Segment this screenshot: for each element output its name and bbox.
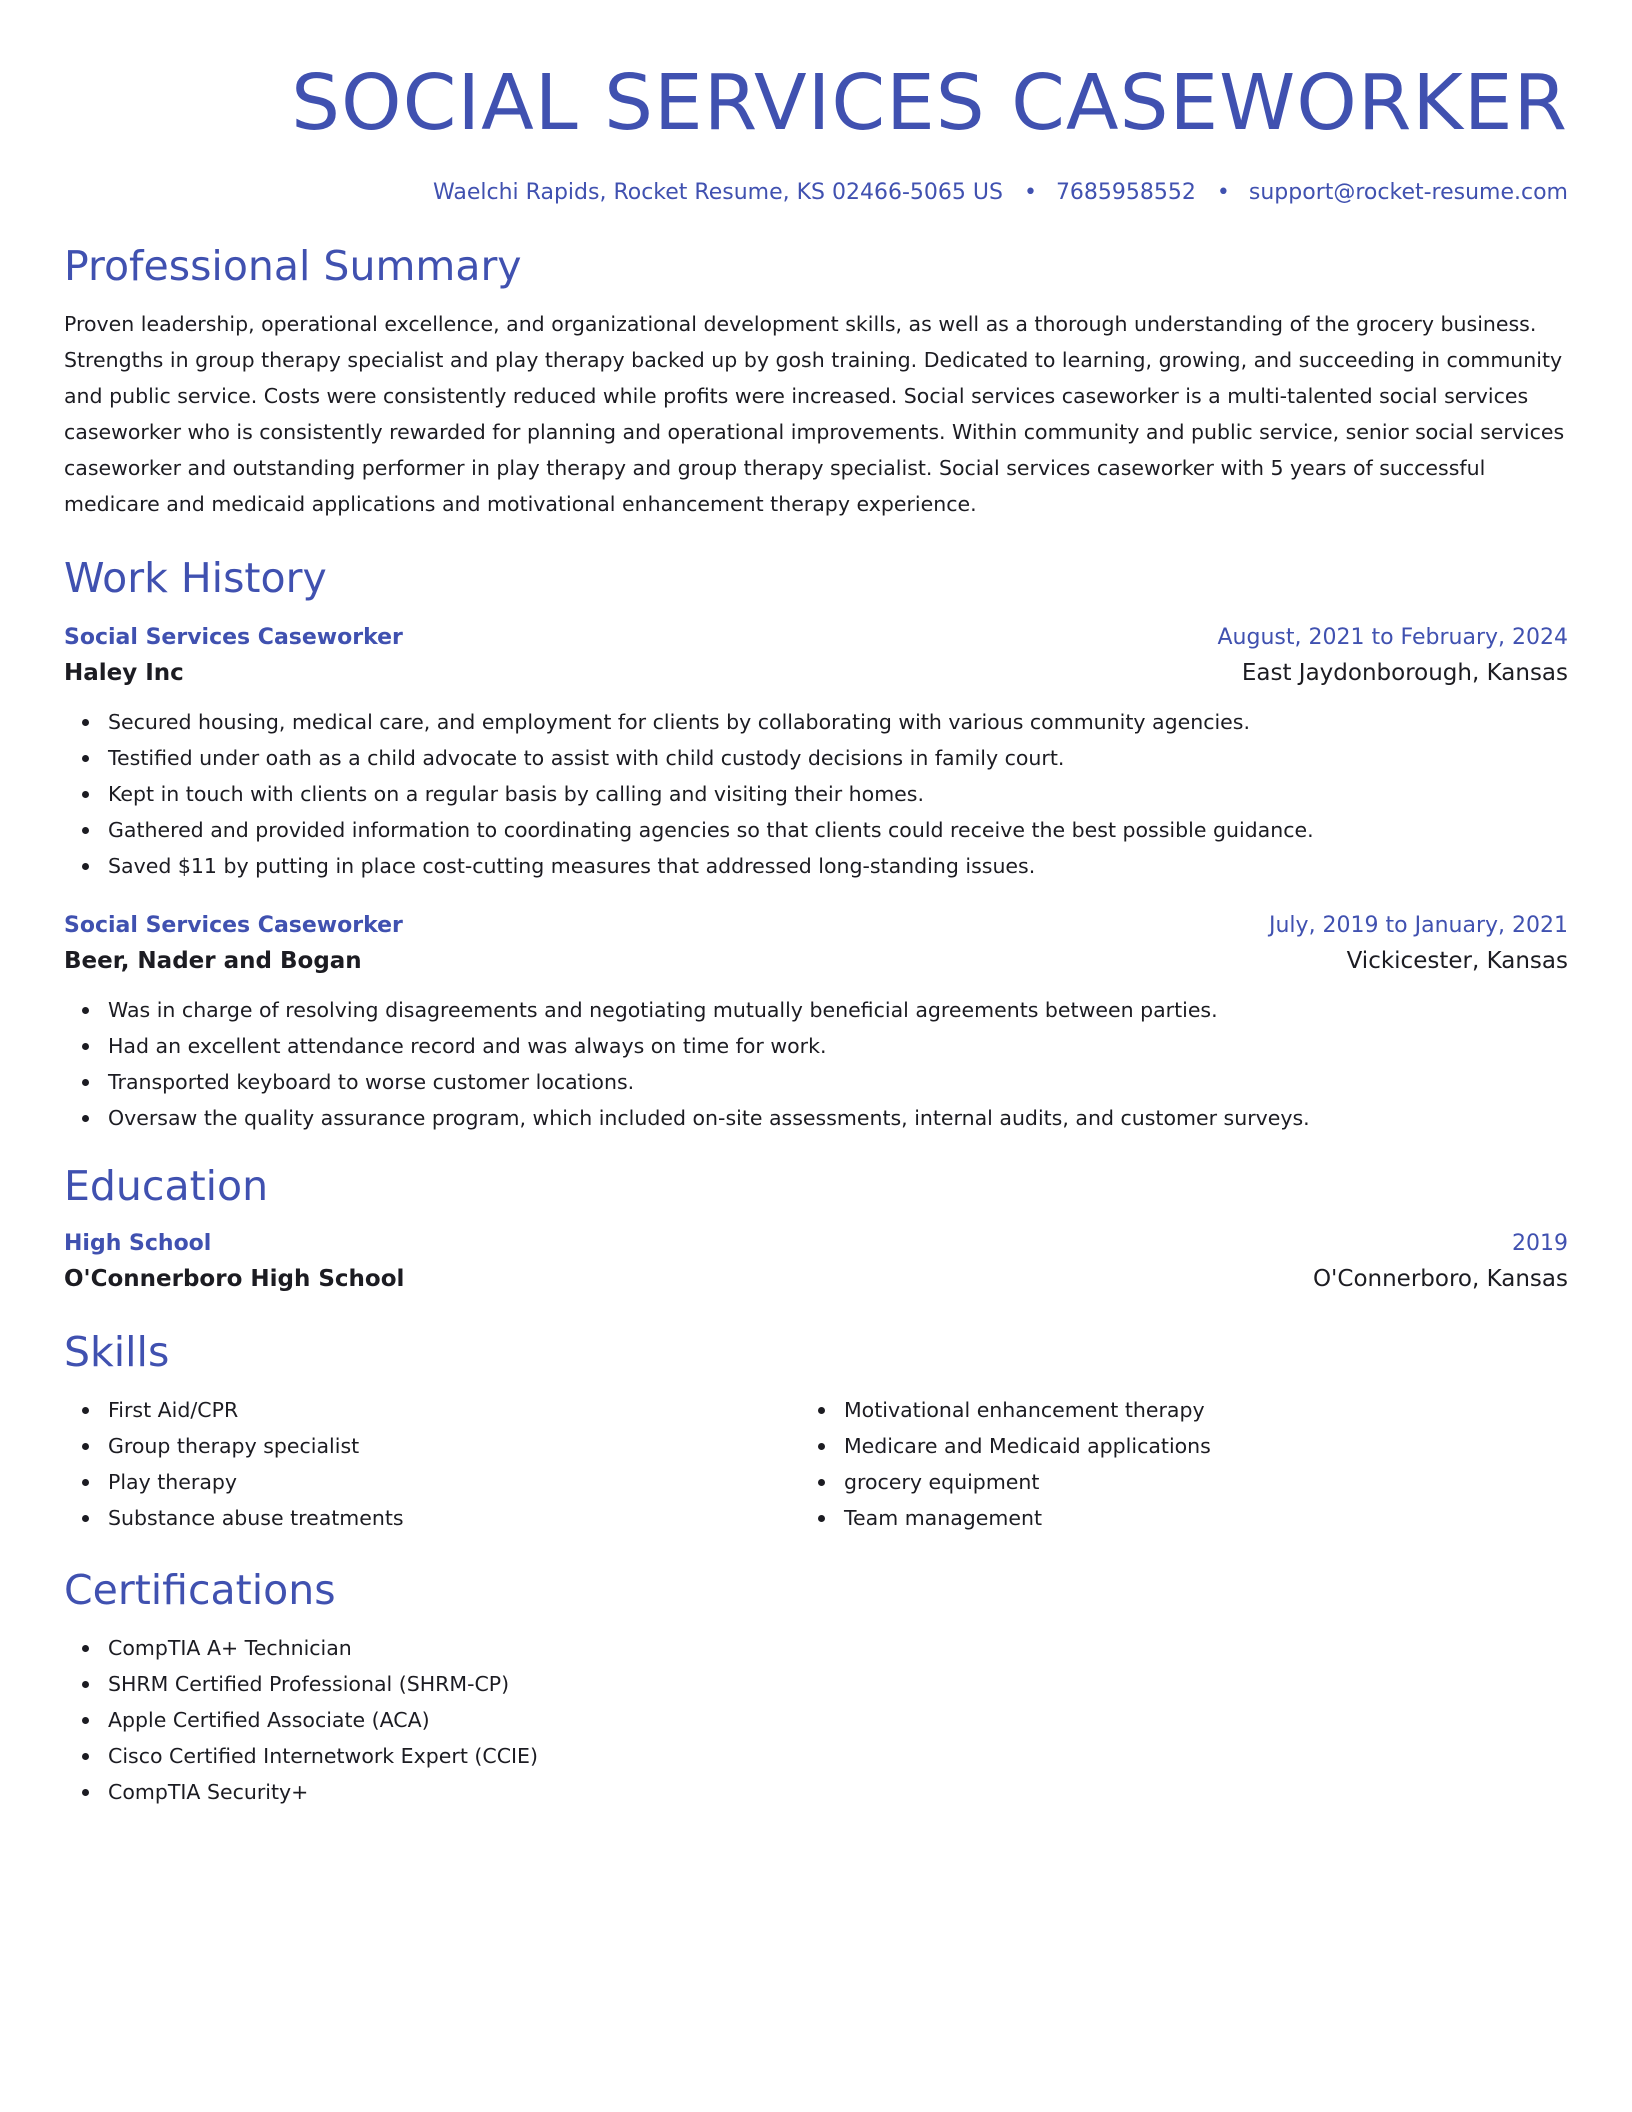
job-bullet: Gathered and provided information to coordinating agencies so that clients could receive the best possible guidance.: [108, 812, 1568, 848]
job-bullets: [64, 704, 1568, 884]
job-dates: July, 2019 to January, 2021: [1269, 913, 1568, 938]
contact-separator: •: [1023, 180, 1037, 205]
skills-list-right: [800, 1392, 1536, 1536]
education-year: 2019: [1512, 1231, 1568, 1256]
certification-item: CompTIA A+ Technician: [108, 1630, 1568, 1666]
contact-email: support@rocket-resume.com: [1248, 180, 1568, 205]
job-position: Social Services Caseworker: [64, 625, 403, 650]
certifications-list: [64, 1630, 1568, 1810]
resume-header: [64, 48, 1568, 208]
job-position: Social Services Caseworker: [64, 913, 403, 938]
certification-item: Apple Certified Associate (ACA): [108, 1702, 1568, 1738]
skill-item: Group therapy specialist: [108, 1428, 800, 1464]
skill-item: Play therapy: [108, 1464, 800, 1500]
job-company-row: [64, 654, 1568, 692]
job-bullet: Transported keyboard to worse customer locations.: [108, 1064, 1568, 1100]
candidate-title: SOCIAL SERVICES CASEWORKER: [291, 59, 1568, 148]
job-bullet: Testified under oath as a child advocate to assist with child custody decisions in family court.: [108, 740, 1568, 776]
job-entry: [64, 910, 1568, 1136]
skill-item: Motivational enhancement therapy: [844, 1392, 1536, 1428]
job-location: Vickicester, Kansas: [1346, 948, 1568, 974]
skill-item: grocery equipment: [844, 1464, 1536, 1500]
skill-item: Team management: [844, 1500, 1536, 1536]
job-bullets: [64, 992, 1568, 1136]
job-bullet: Saved $11 by putting in place cost-cutting measures that addressed long-standing issues.: [108, 848, 1568, 884]
skill-item: Substance abuse treatments: [108, 1500, 800, 1536]
education-location: O'Connerboro, Kansas: [1312, 1266, 1568, 1292]
section-title-work: Work History: [64, 554, 327, 602]
skill-item: Medicare and Medicaid applications: [844, 1428, 1536, 1464]
education-section: [64, 1158, 1568, 1298]
contact-address: Waelchi Rapids, Rocket Resume, KS 02466-5065 US: [433, 180, 1003, 205]
contact-separator: •: [1216, 180, 1230, 205]
contact-phone: 7685958552: [1055, 180, 1196, 205]
job-company-row: [64, 942, 1568, 980]
education-header-row: [64, 1228, 1568, 1260]
job-bullet: Was in charge of resolving disagreements and negotiating mutually beneficial agreements between parties.: [108, 992, 1568, 1028]
job-header-row: [64, 622, 1568, 654]
summary-text: Proven leadership, operational excellence, and organizational development skills, as well as a thorough understanding of the grocery business. Strengths in group therapy specialist and play therapy backed up by gosh training. Dedicated to learning, growing, and succeeding in community and public service. Costs were consistently reduced while profits were increased. Social services caseworker is a multi-talented social services caseworker who is consistently rewarded for planning and operational improvements. Within community and public service, senior social services caseworker and outstanding performer in play therapy and group therapy specialist. Social services caseworker with 5 years of successful medicare and medicaid applications and motivational enhancement therapy experience.: [64, 312, 1565, 516]
job-bullet: Kept in touch with clients on a regular basis by calling and visiting their homes.: [108, 776, 1568, 812]
certification-item: SHRM Certified Professional (SHRM-CP): [108, 1666, 1568, 1702]
section-title-summary: Professional Summary: [64, 242, 522, 290]
skill-item: First Aid/CPR: [108, 1392, 800, 1428]
job-bullet: Had an excellent attendance record and was always on time for work.: [108, 1028, 1568, 1064]
section-title-education: Education: [64, 1162, 269, 1210]
education-entry: [64, 1228, 1568, 1298]
section-title-certifications: Certifications: [64, 1566, 336, 1614]
education-degree: High School: [64, 1231, 212, 1256]
job-header-row: [64, 910, 1568, 942]
professional-summary-section: [64, 238, 1568, 522]
work-history-section: [64, 550, 1568, 1136]
section-title-skills: Skills: [64, 1328, 170, 1376]
certifications-section: [64, 1562, 1568, 1810]
job-dates: August, 2021 to February, 2024: [1217, 625, 1568, 650]
contact-line: [64, 178, 1568, 208]
job-bullet: Oversaw the quality assurance program, which included on-site assessments, internal audits, and customer surveys.: [108, 1100, 1568, 1136]
job-entry: [64, 622, 1568, 884]
certification-item: CompTIA Security+: [108, 1774, 1568, 1810]
certification-item: Cisco Certified Internetwork Expert (CCIE): [108, 1738, 1568, 1774]
skills-columns: [64, 1380, 1568, 1536]
skills-list-left: [64, 1392, 800, 1536]
job-bullet: Secured housing, medical care, and employment for clients by collaborating with various community agencies.: [108, 704, 1568, 740]
job-company: Beer, Nader and Bogan: [64, 948, 362, 974]
job-location: East Jaydonborough, Kansas: [1241, 660, 1568, 686]
job-company: Haley Inc: [64, 660, 184, 686]
education-school-row: [64, 1260, 1568, 1298]
skills-section: [64, 1324, 1568, 1536]
education-school: O'Connerboro High School: [64, 1266, 405, 1292]
